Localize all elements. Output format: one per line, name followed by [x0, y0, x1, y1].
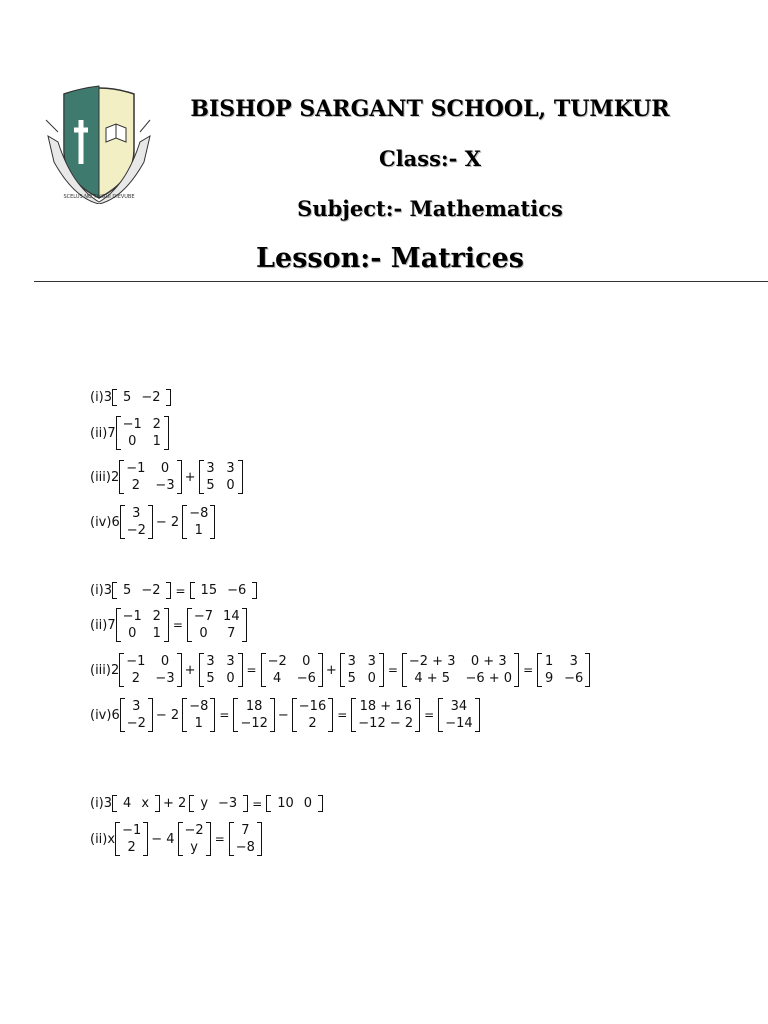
subject-title: Subject:- Mathematics	[297, 196, 563, 221]
problem-1-i: (i)3 5 −2	[90, 390, 171, 405]
school-name: BISHOP SARGANT SCHOOL, TUMKUR	[190, 96, 670, 122]
solution-iv: (iv)6 3 −2 − 2 −8 1 = 18 −12 − −16 2 = 18 + 16 −12 − 2 = 34 −14	[90, 698, 480, 732]
problem-2-i: (i)3 4 x + 2 y −3 = 10 0	[90, 796, 323, 811]
crest-motto: SCELUS NO TINGUI DIEVUBE	[63, 194, 135, 200]
problem-1-ii: (ii)7 −1 2 0 1	[90, 416, 169, 450]
solution-iii: (iii)2 −1 0 2 −3 + 3 3 5 0 = −2 0 4 −6 + 3 3 5 0 = −2 + 3 0 + 3 4 + 5 −6 + 0 = 1 3 9 −6	[90, 653, 590, 687]
class-title: Class:- X	[378, 146, 482, 171]
school-crest-logo	[44, 80, 154, 204]
solution-ii: (ii)7 −1 2 0 1 = −7 14 0 7	[90, 608, 247, 642]
solution-i: (i)3 5 −2 = 15 −6	[90, 583, 257, 598]
lesson-title: Lesson:- Matrices	[256, 243, 524, 274]
problem-2-ii: (ii)x −1 2 − 4 −2 y = 7 −8	[90, 822, 262, 856]
problem-1-iii: (iii)2 −1 0 2 −3 + 3 3 5 0	[90, 460, 243, 494]
header-divider	[34, 281, 768, 282]
problem-1-iv: (iv)6 3 −2 − 2 −8 1	[90, 505, 215, 539]
